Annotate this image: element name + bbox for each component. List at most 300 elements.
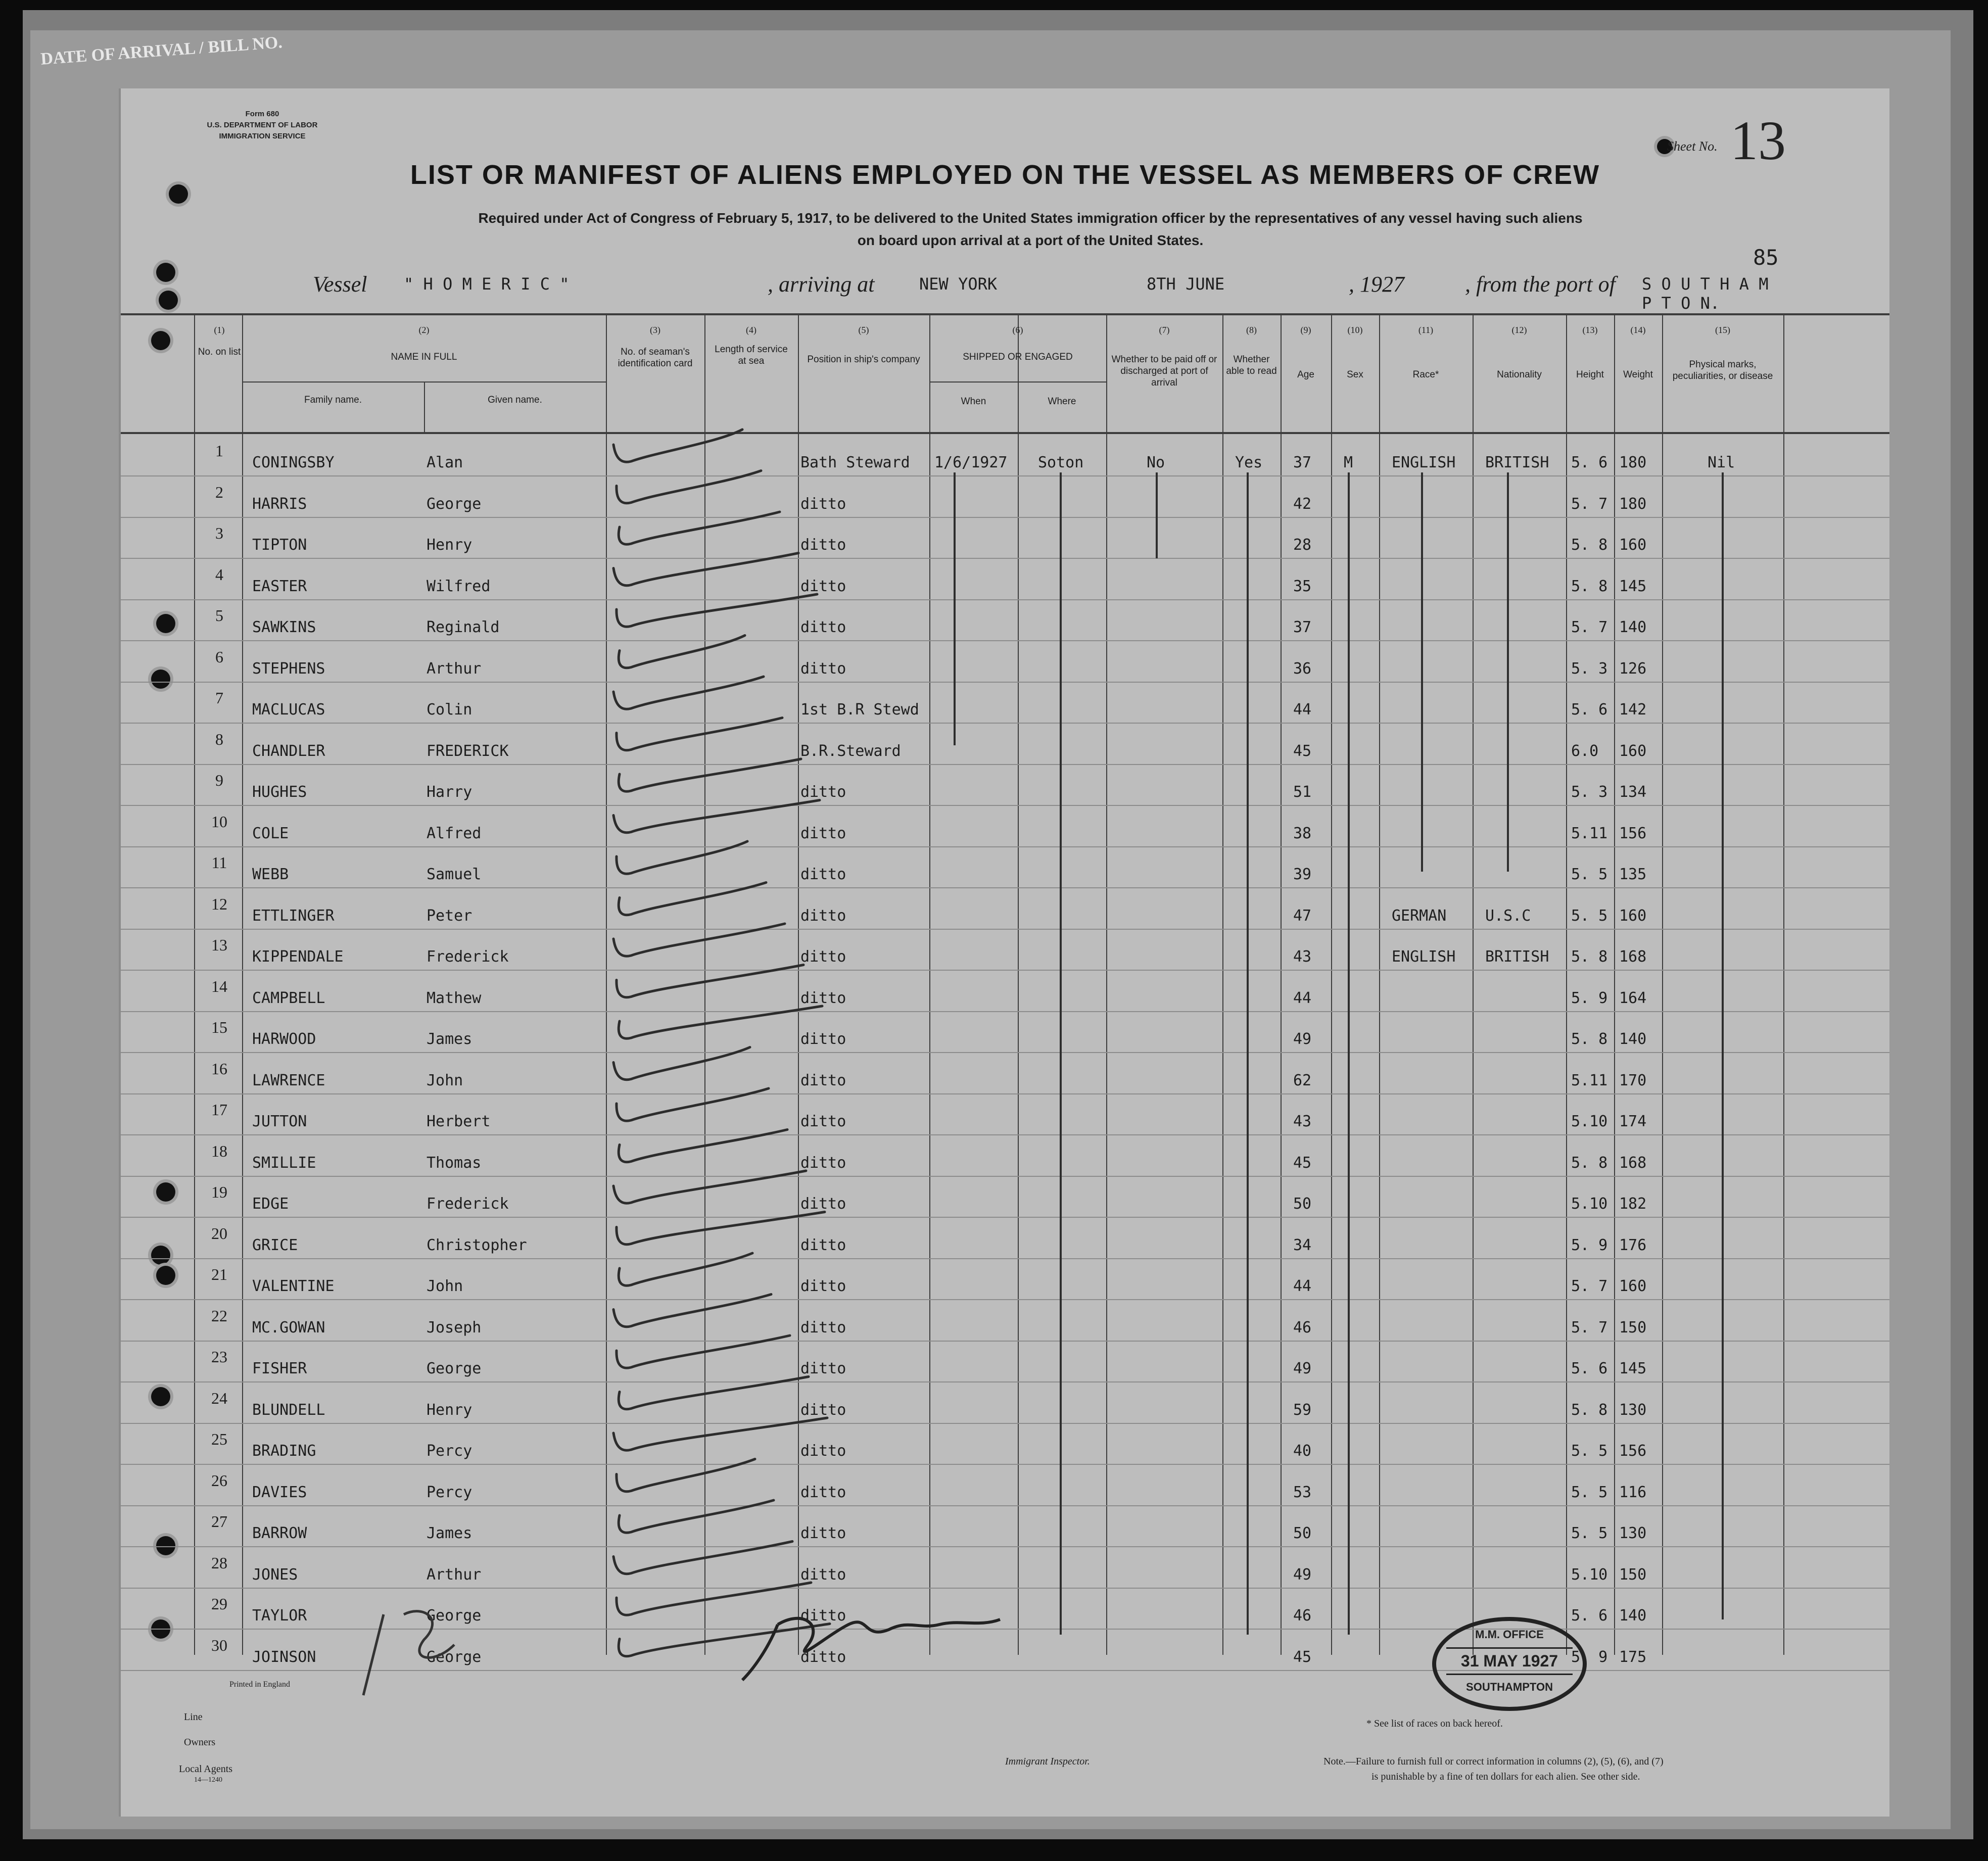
cell-family: MACLUCAS [252, 701, 325, 719]
cell-position: ditto [800, 783, 846, 801]
cell-age: 49 [1293, 1565, 1312, 1584]
cell-given: Wilfred [427, 577, 491, 595]
cell-age: 35 [1293, 577, 1312, 595]
cell-weight: 174 [1619, 1113, 1647, 1130]
cell-position: ditto [800, 1442, 846, 1460]
cell-family: TIPTON [252, 536, 307, 554]
cell-position: ditto [800, 824, 846, 842]
row-number: 17 [211, 1101, 227, 1119]
cell-height: 5. 5 [1571, 1442, 1608, 1460]
pencil-tick [617, 841, 747, 874]
pencil-tick [619, 1253, 752, 1285]
header-weight: Weight [1623, 369, 1653, 380]
cell-age: 43 [1293, 1113, 1312, 1130]
cell-given: Samuel [427, 866, 482, 883]
cell-position: ditto [800, 989, 846, 1007]
cell-nationality: BRITISH [1485, 948, 1549, 966]
cell-position: 1st B.R Stewd [800, 701, 919, 719]
stamp-bottom: SOUTHAMPTON [1466, 1681, 1553, 1693]
row-number: 20 [211, 1224, 227, 1243]
cell-height: 5. 6 [1571, 1607, 1608, 1625]
cell-weight: 142 [1619, 701, 1647, 719]
cell-age: 38 [1293, 824, 1312, 842]
pencil-tick [617, 1212, 825, 1245]
cell-given: Frederick [427, 1195, 509, 1213]
cell-given: Alfred [427, 824, 482, 842]
pencil-tick [619, 636, 745, 668]
cell-family: JONES [252, 1565, 298, 1584]
pencil-tick [617, 965, 803, 997]
col-num-10: (10) [1347, 325, 1363, 335]
col-num-6: (6) [1012, 325, 1023, 335]
cell-family: BRADING [252, 1442, 316, 1460]
col-num-12: (12) [1511, 325, 1527, 335]
cell-position: ditto [800, 618, 846, 636]
header-age: Age [1297, 369, 1314, 380]
pencil-tick [613, 1295, 771, 1327]
cell-position: ditto [800, 1524, 846, 1542]
cell-age: 47 [1293, 906, 1312, 925]
cell-height: 5. 8 [1571, 1030, 1608, 1048]
cell-given: Arthur [427, 659, 482, 678]
row-number: 5 [215, 606, 223, 625]
cell-given: Percy [427, 1483, 472, 1501]
cell-height: 5.10 [1571, 1565, 1608, 1584]
cell-given: Frederick [427, 948, 509, 966]
pencil-tick [619, 759, 801, 791]
cell-given: John [427, 1277, 463, 1295]
pencil-tick [613, 924, 785, 956]
cell-when: 1/6/1927 [934, 454, 1008, 471]
stamp-top: M.M. OFFICE [1475, 1628, 1544, 1641]
row-number: 2 [215, 483, 223, 501]
cell-given: Reginald [427, 618, 500, 636]
header-able-read: Whether able to read [1226, 354, 1277, 376]
cell-given: Percy [427, 1442, 472, 1460]
cell-weight: 170 [1619, 1071, 1647, 1089]
cell-given: Thomas [427, 1154, 482, 1172]
cell-age: 42 [1293, 495, 1312, 513]
row-number: 27 [211, 1512, 227, 1531]
cell-height: 5. 6 [1571, 454, 1608, 471]
cell-age: 34 [1293, 1236, 1312, 1254]
cell-position: ditto [800, 1401, 846, 1419]
row-number: 9 [215, 771, 223, 789]
cell-weight: 130 [1619, 1401, 1647, 1419]
col-num-11: (11) [1418, 325, 1434, 335]
pencil-tick [617, 1088, 769, 1121]
cell-given: George [427, 1360, 482, 1377]
arrival-year: , 1927 [1349, 272, 1404, 297]
cell-weight: 168 [1619, 948, 1647, 966]
row-number: 21 [211, 1265, 227, 1283]
cell-weight: 140 [1619, 1030, 1647, 1048]
cell-read: Yes [1235, 454, 1263, 471]
row-number: 3 [215, 524, 223, 542]
cell-weight: 180 [1619, 454, 1647, 471]
col-num-5: (5) [858, 325, 869, 335]
cell-age: 36 [1293, 659, 1312, 678]
pencil-tick [619, 1500, 774, 1533]
col-num-1: (1) [214, 325, 225, 335]
cell-given: James [427, 1524, 472, 1542]
cell-weight: 160 [1619, 1277, 1647, 1295]
from-port-label: , from the port of [1465, 272, 1616, 297]
cell-height: 5. 3 [1571, 783, 1608, 801]
row-number: 19 [211, 1183, 227, 1201]
margin-handwriting [363, 1611, 454, 1695]
cell-position: ditto [800, 1236, 846, 1254]
cell-height: 5. 5 [1571, 1524, 1608, 1542]
footer-owners: Owners [184, 1737, 216, 1748]
pencil-tick [619, 1624, 830, 1656]
cell-race: GERMAN [1392, 906, 1447, 925]
cell-height: 5. 8 [1571, 948, 1608, 966]
cell-family: CONINGSBY [252, 454, 335, 471]
page-title: LIST OR MANIFEST OF ALIENS EMPLOYED ON THE VESSEL AS MEMBERS OF CREW [410, 160, 1600, 190]
cell-weight: 150 [1619, 1565, 1647, 1584]
row-number: 28 [211, 1553, 227, 1572]
race-note: * See list of races on back hereof. [1366, 1718, 1503, 1729]
col-num-14: (14) [1630, 325, 1646, 335]
cell-where: Soton [1038, 454, 1084, 471]
cell-paid: No [1147, 454, 1165, 471]
cell-given: John [427, 1071, 463, 1089]
row-number: 16 [211, 1059, 227, 1078]
form-department: U.S. DEPARTMENT OF LABOR [207, 121, 318, 129]
row-number: 4 [215, 565, 223, 584]
cell-age: 51 [1293, 783, 1312, 801]
cell-family: WEBB [252, 866, 289, 883]
cell-age: 45 [1293, 742, 1312, 760]
header-name-in-full: NAME IN FULL [391, 352, 457, 362]
cell-weight: 160 [1619, 742, 1647, 760]
cell-age: 43 [1293, 948, 1312, 966]
cell-age: 28 [1293, 536, 1312, 554]
header-id-card: No. of seaman's identification card [618, 347, 693, 369]
arrival-date: 8TH JUNE [1147, 274, 1225, 294]
cell-height: 5. 5 [1571, 1483, 1608, 1501]
pencil-tick [617, 718, 782, 750]
cell-family: BARROW [252, 1524, 307, 1542]
back-sheet-note: DATE OF ARRIVAL / BILL NO. [40, 33, 283, 69]
cell-race: ENGLISH [1392, 948, 1456, 966]
cell-position: ditto [800, 1318, 846, 1337]
cell-given: Christopher [427, 1236, 527, 1254]
cell-family: ETTLINGER [252, 906, 335, 925]
cell-family: STEPHENS [252, 659, 325, 678]
row-number: 13 [211, 936, 227, 954]
cell-position: ditto [800, 1113, 846, 1130]
cell-height: 5.10 [1571, 1113, 1608, 1130]
fine-note-2: is punishable by a fine of ten dollars for each alien. See other side. [1371, 1771, 1640, 1782]
cell-family: SAWKINS [252, 618, 316, 636]
cell-nationality: U.S.C [1485, 906, 1531, 925]
header-no-on-list: No. on list [198, 347, 241, 357]
header-when: When [961, 396, 986, 407]
cell-weight: 116 [1619, 1483, 1647, 1501]
cell-position: ditto [800, 1565, 846, 1584]
cell-weight: 156 [1619, 824, 1647, 842]
pencil-tick [613, 1542, 792, 1574]
cell-family: HARWOOD [252, 1030, 316, 1048]
cell-family: CAMPBELL [252, 989, 325, 1007]
row-number: 23 [211, 1348, 227, 1366]
cell-position: ditto [800, 1071, 846, 1089]
cell-height: 5. 7 [1571, 1318, 1608, 1337]
cell-weight: 156 [1619, 1442, 1647, 1460]
row-number: 1 [215, 442, 223, 460]
cell-height: 5. 5 [1571, 906, 1608, 925]
row-number: 8 [215, 730, 223, 748]
cell-age: 50 [1293, 1524, 1312, 1542]
cell-family: MC.GOWAN [252, 1318, 325, 1337]
cell-height: 5. 6 [1571, 1360, 1608, 1377]
cell-weight: 182 [1619, 1195, 1647, 1213]
row-number: 29 [211, 1595, 227, 1613]
cell-height: 5. 8 [1571, 1401, 1608, 1419]
cell-given: Henry [427, 1401, 472, 1419]
cell-given: Alan [427, 454, 463, 471]
cell-given: George [427, 495, 482, 513]
cell-given: Joseph [427, 1318, 482, 1337]
col-num-8: (8) [1246, 325, 1257, 335]
vessel-label: Vessel [313, 272, 367, 297]
cell-family: CHANDLER [252, 742, 325, 760]
pencil-tick [619, 1130, 787, 1162]
cell-height: 5.10 [1571, 1195, 1608, 1213]
pencil-tick [617, 471, 761, 503]
header-nationality: Nationality [1497, 369, 1542, 380]
cell-given: Mathew [427, 989, 482, 1007]
row-number: 15 [211, 1018, 227, 1036]
cell-height: 5. 8 [1571, 1154, 1608, 1172]
pencil-tick [613, 1171, 806, 1203]
cell-position: ditto [800, 1483, 846, 1501]
cell-weight: 180 [1619, 495, 1647, 513]
cell-position: ditto [800, 1648, 846, 1666]
cell-family: SMILLIE [252, 1154, 316, 1172]
cell-position: ditto [800, 577, 846, 595]
stamp-date: 31 MAY 1927 [1446, 1647, 1573, 1675]
cell-height: 5. 8 [1571, 577, 1608, 595]
cell-weight: 175 [1619, 1648, 1647, 1666]
header-shipped: SHIPPED OR ENGAGED [963, 352, 1073, 362]
cell-weight: 134 [1619, 783, 1647, 801]
cell-age: 45 [1293, 1648, 1312, 1666]
cell-age: 59 [1293, 1401, 1312, 1419]
header-where: Where [1048, 396, 1076, 407]
cell-given: George [427, 1607, 482, 1625]
cell-weight: 140 [1619, 1607, 1647, 1625]
row-number: 11 [211, 853, 227, 872]
pencil-tick [617, 594, 817, 627]
row-number: 18 [211, 1141, 227, 1160]
cell-weight: 168 [1619, 1154, 1647, 1172]
from-port: S O U T H A M P T O N. [1642, 274, 1769, 313]
manifest-sheet [119, 88, 1889, 1817]
cell-given: Henry [427, 536, 472, 554]
cell-given: Herbert [427, 1113, 491, 1130]
cell-position: ditto [800, 1277, 846, 1295]
cell-age: 39 [1293, 866, 1312, 883]
footer-form-code: 14—1240 [194, 1776, 222, 1784]
cell-position: ditto [800, 866, 846, 883]
cell-position: ditto [800, 1360, 846, 1377]
pencil-tick-marks [121, 88, 1889, 1817]
arriving-label: , arriving at [768, 272, 875, 297]
cell-height: 5.11 [1571, 824, 1608, 842]
col-num-9: (9) [1300, 325, 1311, 335]
inspector-signature [742, 1618, 1000, 1680]
row-number: 25 [211, 1430, 227, 1448]
cell-height: 5.11 [1571, 1071, 1608, 1089]
cell-family: EASTER [252, 577, 307, 595]
pencil-tick [619, 1377, 809, 1409]
cell-age: 46 [1293, 1318, 1312, 1337]
cell-family: COLE [252, 824, 289, 842]
cell-marks: Nil [1708, 454, 1735, 471]
cell-position: ditto [800, 495, 846, 513]
cell-nationality: BRITISH [1485, 454, 1549, 471]
cell-family: FISHER [252, 1360, 307, 1377]
cell-weight: 130 [1619, 1524, 1647, 1542]
cell-family: KIPPENDALE [252, 948, 344, 966]
header-physical-marks: Physical marks, peculiarities, or disease [1672, 359, 1773, 381]
office-stamp [1432, 1617, 1587, 1711]
header-position: Position in ship's company [807, 354, 920, 365]
sheet-no-label: Sheet No. [1667, 139, 1718, 154]
page-number: 85 [1753, 245, 1779, 270]
header-given-name: Given name. [488, 395, 542, 405]
cell-height: 5. 9 [1571, 1236, 1608, 1254]
row-number: 12 [211, 894, 227, 913]
cell-family: JUTTON [252, 1113, 307, 1130]
cell-position: ditto [800, 1195, 846, 1213]
subtitle-line-1: Required under Act of Congress of February 5, 1917, to be delivered to the United States immigration officer by the representatives of any vessel having such aliens [478, 210, 1583, 226]
cell-given: Peter [427, 906, 472, 925]
cell-height: 5. 6 [1571, 701, 1608, 719]
cell-position: ditto [800, 536, 846, 554]
pencil-tick [613, 1418, 827, 1450]
pencil-tick [613, 677, 764, 709]
cell-age: 46 [1293, 1607, 1312, 1625]
cell-given: James [427, 1030, 472, 1048]
cell-race: ENGLISH [1392, 454, 1456, 471]
row-number: 7 [215, 689, 223, 707]
footer-local-agents: Local Agents [179, 1763, 233, 1775]
arrival-port: NEW YORK [919, 274, 998, 294]
row-number: 30 [211, 1636, 227, 1654]
cell-position: Bath Steward [800, 454, 910, 471]
cell-height: 5. 7 [1571, 1277, 1608, 1295]
cell-given: Harry [427, 783, 472, 801]
cell-age: 37 [1293, 618, 1312, 636]
cell-position: ditto [800, 948, 846, 966]
pencil-tick [619, 1006, 822, 1038]
cell-age: 44 [1293, 1277, 1312, 1295]
pencil-tick [617, 1459, 755, 1492]
header-length-service: Length of service at sea [715, 344, 788, 366]
header-height: Height [1576, 369, 1604, 380]
cell-weight: 160 [1619, 906, 1647, 925]
cell-position: ditto [800, 659, 846, 678]
col-num-3: (3) [650, 325, 660, 335]
cell-age: 44 [1293, 989, 1312, 1007]
cell-height: 5. 8 [1571, 536, 1608, 554]
cell-given: George [427, 1648, 482, 1666]
cell-family: JOINSON [252, 1648, 316, 1666]
col-num-4: (4) [746, 325, 756, 335]
form-service: IMMIGRATION SERVICE [219, 132, 306, 140]
cell-family: TAYLOR [252, 1607, 307, 1625]
cell-family: DAVIES [252, 1483, 307, 1501]
sheet-no-value: 13 [1730, 110, 1786, 171]
cell-weight: 150 [1619, 1318, 1647, 1337]
pencil-tick [617, 1335, 790, 1368]
cell-weight: 145 [1619, 1360, 1647, 1377]
cell-position: ditto [800, 1607, 846, 1625]
pencil-tick [619, 512, 780, 544]
cell-height: 5. 9 [1571, 1648, 1608, 1666]
pencil-tick [617, 1583, 811, 1615]
cell-weight: 176 [1619, 1236, 1647, 1254]
cell-position: ditto [800, 906, 846, 925]
row-number: 22 [211, 1306, 227, 1325]
cell-age: 49 [1293, 1360, 1312, 1377]
cell-height: 5. 5 [1571, 866, 1608, 883]
cell-weight: 164 [1619, 989, 1647, 1007]
pencil-tick [613, 1047, 750, 1080]
cell-height: 5. 7 [1571, 618, 1608, 636]
pencil-tick [613, 800, 820, 833]
cell-height: 5. 7 [1571, 495, 1608, 513]
col-num-7: (7) [1159, 325, 1170, 335]
cell-position: ditto [800, 1154, 846, 1172]
cell-given: Colin [427, 701, 472, 719]
footer-line: Line [184, 1711, 203, 1723]
row-number: 24 [211, 1389, 227, 1407]
cell-height: 5. 3 [1571, 659, 1608, 678]
cell-weight: 140 [1619, 618, 1647, 636]
subtitle-line-2: on board upon arrival at a port of the United States. [857, 232, 1204, 248]
cell-family: BLUNDELL [252, 1401, 325, 1419]
row-number: 14 [211, 977, 227, 995]
cell-age: 44 [1293, 701, 1312, 719]
pencil-tick [619, 883, 766, 915]
cell-age: 49 [1293, 1030, 1312, 1048]
cell-family: EDGE [252, 1195, 289, 1213]
cell-family: VALENTINE [252, 1277, 335, 1295]
cell-weight: 145 [1619, 577, 1647, 595]
header-race: Race* [1412, 369, 1439, 380]
cell-age: 45 [1293, 1154, 1312, 1172]
inspector-label: Immigrant Inspector. [1005, 1756, 1090, 1767]
cell-family: GRICE [252, 1236, 298, 1254]
cell-sex: M [1344, 454, 1353, 471]
pencil-tick [613, 430, 742, 462]
cell-age: 62 [1293, 1071, 1312, 1089]
cell-age: 37 [1293, 454, 1312, 471]
row-number: 26 [211, 1471, 227, 1490]
cell-height: 6.0 [1571, 742, 1599, 760]
header-paid-off: Whether to be paid off or discharged at port of arrival [1111, 354, 1217, 388]
cell-position: ditto [800, 1030, 846, 1048]
cell-age: 53 [1293, 1483, 1312, 1501]
row-number: 6 [215, 647, 223, 666]
col-num-15: (15) [1715, 325, 1730, 335]
printed-in: Printed in England [229, 1680, 290, 1689]
